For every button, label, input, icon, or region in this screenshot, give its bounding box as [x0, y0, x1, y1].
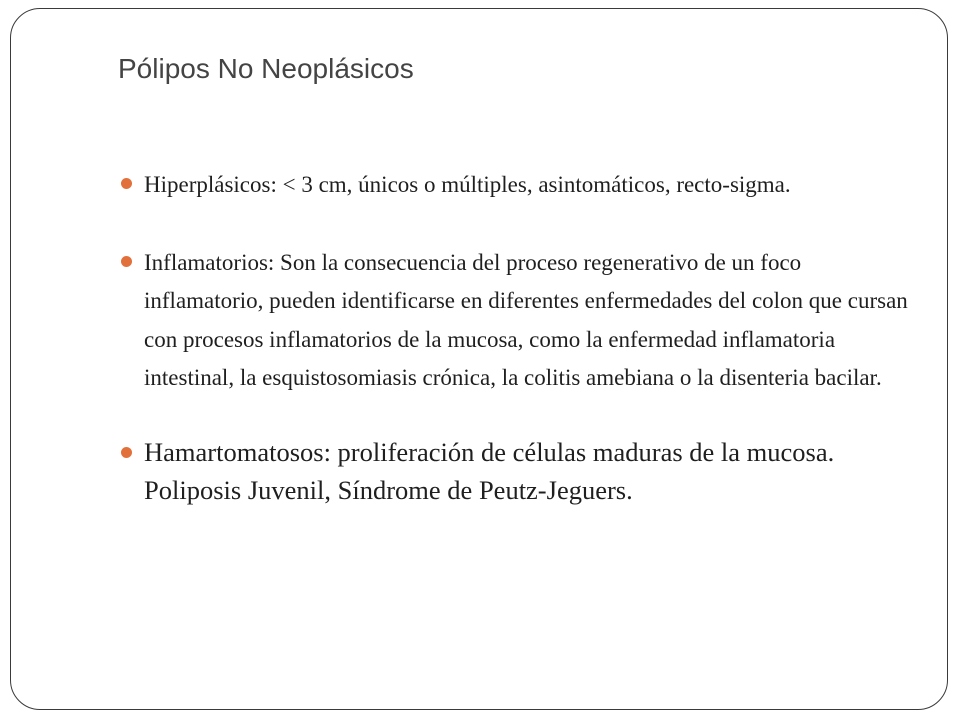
bullet-dot-icon — [121, 256, 132, 267]
slide-title: Pólipos No Neoplásicos — [118, 53, 414, 84]
bullet-text: Hamartomatosos: proliferación de células maduras de la mucosa. Poliposis Juvenil, Síndrome de Peutz-Jeguers. — [144, 436, 835, 505]
bullet-item-inflamatorios — [121, 244, 921, 398]
bullet-text: Hiperplásicos: < 3 cm, únicos o múltiples, asintomáticos, recto-sigma. — [144, 172, 791, 197]
bullet-dot-icon — [121, 447, 132, 458]
bullet-dot-icon — [121, 178, 132, 189]
bullet-item-hiperplasicos — [121, 166, 921, 205]
bullet-item-hamartomatosos — [121, 433, 921, 509]
bullet-text: Inflamatorios: Son la consecuencia del proceso regenerativo de un foco inflamatorio, pueden identificarse en diferentes enfermedades del colon que cursan con procesos inflamatorios de la mucosa, como la enfermedad inflamatoria intestinal, la esquistosomiasis crónica, la colitis amebiana o la disenteria bacilar. — [144, 249, 908, 391]
bullet-list — [121, 166, 921, 509]
slide-frame — [10, 8, 948, 710]
